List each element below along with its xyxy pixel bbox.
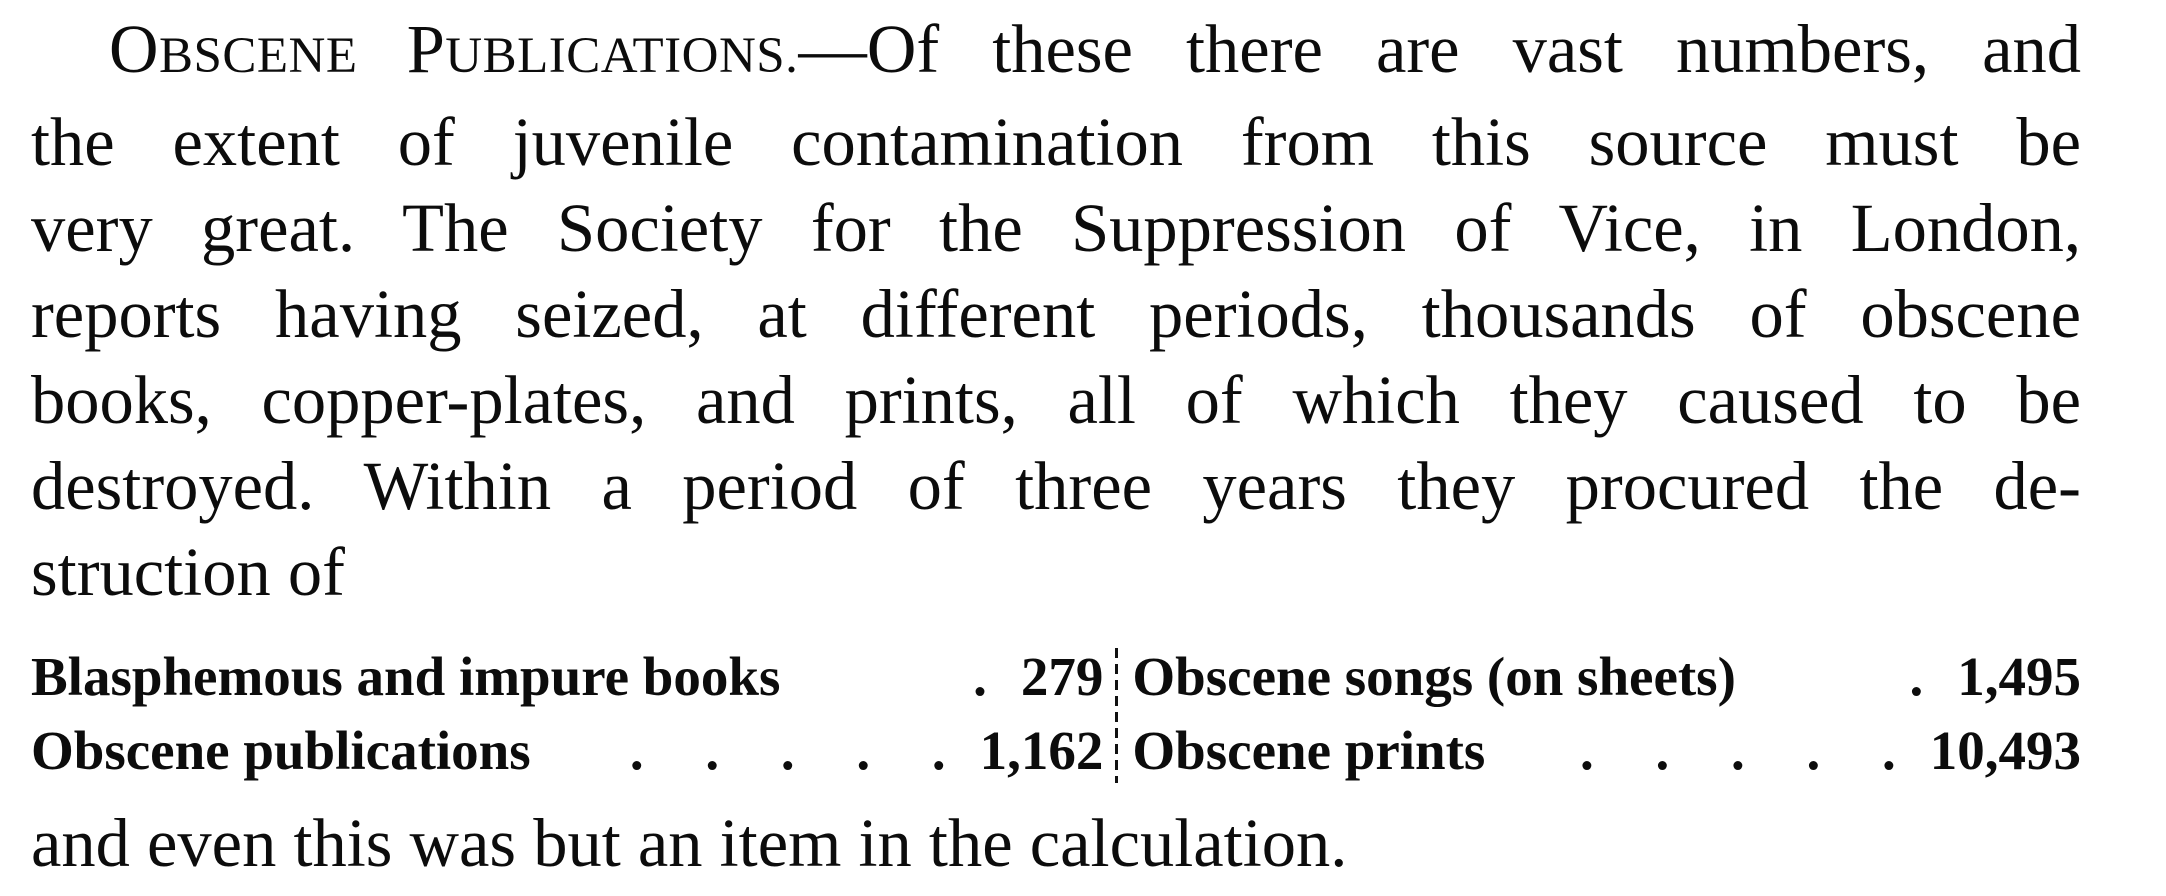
- section-heading: OBSCENE PUBLICATIONS.: [109, 11, 799, 87]
- body-paragraph: [31, 0, 2081, 615]
- table-row-value: 1,495: [1957, 646, 2081, 707]
- table-row-label: Obscene songs (on sheets): [1132, 646, 1736, 707]
- table-row-label: Obscene publications: [31, 720, 531, 781]
- dot-leader: .: [973, 646, 1011, 707]
- dot-leader: . . . . .: [629, 720, 970, 781]
- table-row: [31, 714, 1103, 788]
- table-row: [1132, 640, 2081, 714]
- paragraph-line: [31, 6, 2081, 99]
- table-row: [1132, 714, 2081, 788]
- table-column-left: [31, 640, 1115, 788]
- table-row-label: Obscene prints: [1132, 720, 1486, 781]
- paragraph-line: struction of: [31, 534, 345, 610]
- table-row-value: 10,493: [1929, 720, 2081, 781]
- dot-leader: . . . . .: [1580, 720, 1920, 781]
- paragraph-line: the extent of juvenile contamination from this source must be: [31, 104, 2081, 180]
- closing-line: and even this was but an item in the calculation.: [31, 805, 1348, 881]
- table-row-value: 1,162: [979, 720, 1104, 781]
- dot-leader: .: [1909, 646, 1948, 707]
- table-row-label: Blasphemous and impure books: [31, 646, 781, 707]
- table-row: [31, 640, 1103, 714]
- paragraph-line: reports having seized, at different periods, thousands of obscene: [31, 276, 2081, 352]
- page: [31, 0, 2081, 881]
- destruction-table: [31, 640, 2081, 788]
- paragraph-line: very great. The Society for the Suppression of Vice, in London,: [31, 190, 2081, 266]
- table-column-right: [1118, 640, 2081, 788]
- paragraph-line: books, copper-plates, and prints, all of which they caused to be: [31, 362, 2081, 438]
- paragraph-line: destroyed. Within a period of three years they procured the de-: [31, 448, 2081, 524]
- table-row-value: 279: [1020, 646, 1104, 707]
- paragraph-line-text: —Of these there are vast numbers, and: [798, 11, 2081, 87]
